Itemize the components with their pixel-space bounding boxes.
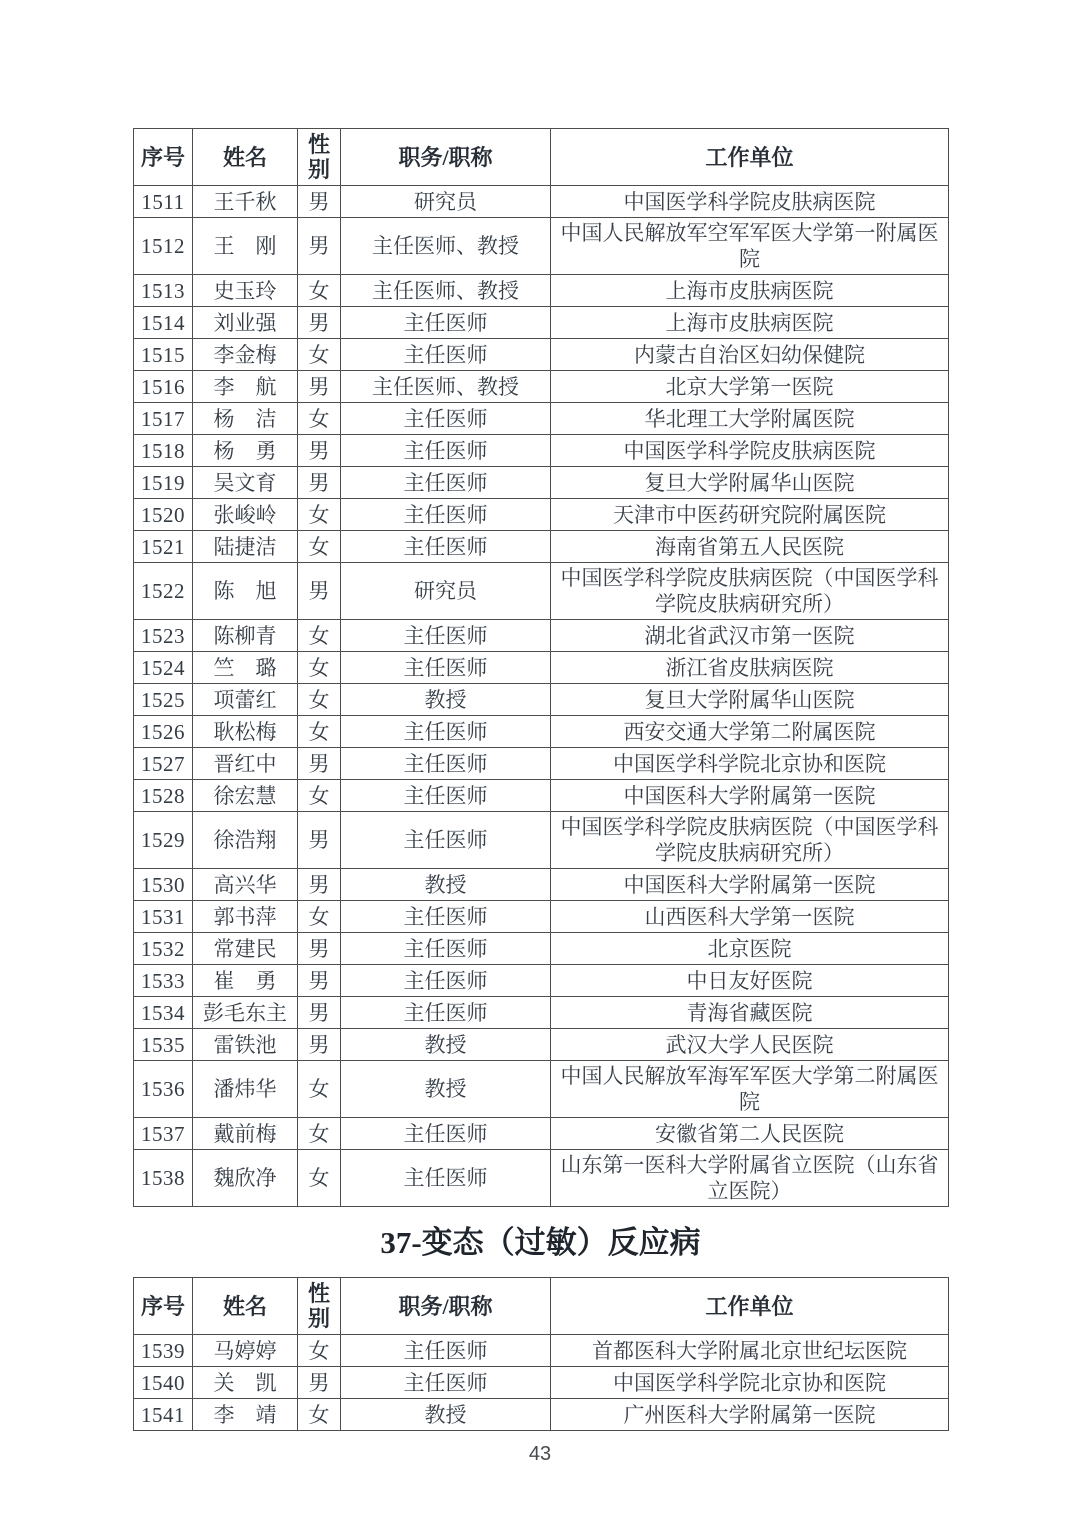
cell-title: 主任医师 [341, 307, 551, 339]
cell-title: 主任医师 [341, 965, 551, 997]
cell-name: 徐宏慧 [193, 780, 298, 812]
cell-name: 竺 璐 [193, 652, 298, 684]
cell-name: 李 航 [193, 371, 298, 403]
cell-title: 研究员 [341, 186, 551, 218]
cell-gender: 男 [298, 933, 341, 965]
cell-org: 复旦大学附属华山医院 [551, 467, 949, 499]
cell-title: 主任医师 [341, 467, 551, 499]
cell-title: 主任医师 [341, 1150, 551, 1207]
cell-no: 1519 [134, 467, 193, 499]
table-row [134, 499, 949, 531]
cell-title: 教授 [341, 869, 551, 901]
cell-title: 主任医师 [341, 933, 551, 965]
roster-table-2 [133, 1277, 949, 1431]
cell-title: 教授 [341, 1061, 551, 1118]
cell-org: 天津市中医药研究院附属医院 [551, 499, 949, 531]
cell-title: 教授 [341, 1029, 551, 1061]
cell-org: 海南省第五人民医院 [551, 531, 949, 563]
cell-gender: 男 [298, 812, 341, 869]
table-row [134, 652, 949, 684]
cell-title: 主任医师 [341, 1335, 551, 1367]
cell-name: 杨 勇 [193, 435, 298, 467]
cell-gender: 女 [298, 1118, 341, 1150]
cell-title: 主任医师、教授 [341, 218, 551, 275]
cell-org: 中国医学科学院北京协和医院 [551, 1367, 949, 1399]
cell-no: 1515 [134, 339, 193, 371]
cell-title: 主任医师 [341, 339, 551, 371]
cell-no: 1511 [134, 186, 193, 218]
cell-org: 中国医学科学院皮肤病医院 [551, 186, 949, 218]
cell-gender: 女 [298, 716, 341, 748]
table-row [134, 684, 949, 716]
cell-title: 主任医师 [341, 1118, 551, 1150]
cell-title: 主任医师 [341, 716, 551, 748]
cell-no: 1525 [134, 684, 193, 716]
col-header-title: 职务/职称 [341, 1278, 551, 1335]
cell-gender: 女 [298, 1335, 341, 1367]
table-row [134, 563, 949, 620]
cell-no: 1529 [134, 812, 193, 869]
table-row [134, 403, 949, 435]
cell-org: 湖北省武汉市第一医院 [551, 620, 949, 652]
table-row [134, 716, 949, 748]
cell-name: 徐浩翔 [193, 812, 298, 869]
table-row [134, 435, 949, 467]
table2-header-row [134, 1278, 949, 1335]
cell-gender: 男 [298, 435, 341, 467]
cell-name: 刘业强 [193, 307, 298, 339]
cell-gender: 女 [298, 1150, 341, 1207]
table-row [134, 218, 949, 275]
cell-gender: 男 [298, 563, 341, 620]
col-header-name: 姓名 [193, 1278, 298, 1335]
cell-no: 1517 [134, 403, 193, 435]
table-row [134, 531, 949, 563]
cell-no: 1527 [134, 748, 193, 780]
table-row [134, 869, 949, 901]
cell-title: 研究员 [341, 563, 551, 620]
cell-name: 戴前梅 [193, 1118, 298, 1150]
cell-name: 常建民 [193, 933, 298, 965]
table-row [134, 371, 949, 403]
cell-gender: 女 [298, 531, 341, 563]
section-title: 37-变态（过敏）反应病 [380, 1225, 701, 1260]
cell-gender: 女 [298, 901, 341, 933]
cell-no: 1539 [134, 1335, 193, 1367]
cell-gender: 女 [298, 1061, 341, 1118]
table-row [134, 620, 949, 652]
cell-title: 主任医师 [341, 748, 551, 780]
cell-title: 主任医师 [341, 1367, 551, 1399]
cell-org: 山西医科大学第一医院 [551, 901, 949, 933]
cell-name: 崔 勇 [193, 965, 298, 997]
cell-name: 陈 旭 [193, 563, 298, 620]
table-row [134, 1061, 949, 1118]
cell-gender: 男 [298, 218, 341, 275]
cell-no: 1541 [134, 1399, 193, 1431]
cell-name: 潘炜华 [193, 1061, 298, 1118]
cell-no: 1518 [134, 435, 193, 467]
col-header-gender: 性别 [298, 129, 341, 186]
table-row [134, 1335, 949, 1367]
cell-name: 高兴华 [193, 869, 298, 901]
cell-no: 1540 [134, 1367, 193, 1399]
table-row [134, 1150, 949, 1207]
cell-title: 主任医师 [341, 620, 551, 652]
table-row [134, 307, 949, 339]
cell-org: 中国医科大学附属第一医院 [551, 869, 949, 901]
cell-title: 主任医师 [341, 403, 551, 435]
table-row [134, 780, 949, 812]
table-row [134, 997, 949, 1029]
cell-title: 主任医师 [341, 780, 551, 812]
cell-no: 1538 [134, 1150, 193, 1207]
cell-gender: 女 [298, 403, 341, 435]
cell-gender: 男 [298, 371, 341, 403]
cell-gender: 女 [298, 652, 341, 684]
table-row [134, 1118, 949, 1150]
table-row [134, 933, 949, 965]
cell-name: 彭毛东主 [193, 997, 298, 1029]
cell-org: 上海市皮肤病医院 [551, 275, 949, 307]
cell-gender: 女 [298, 499, 341, 531]
cell-no: 1522 [134, 563, 193, 620]
cell-no: 1535 [134, 1029, 193, 1061]
cell-name: 项蕾红 [193, 684, 298, 716]
cell-no: 1513 [134, 275, 193, 307]
cell-name: 王千秋 [193, 186, 298, 218]
cell-title: 主任医师 [341, 812, 551, 869]
cell-name: 马婷婷 [193, 1335, 298, 1367]
cell-org: 中国医学科学院皮肤病医院（中国医学科学院皮肤病研究所） [551, 563, 949, 620]
cell-title: 主任医师、教授 [341, 371, 551, 403]
cell-gender: 女 [298, 275, 341, 307]
table-row [134, 965, 949, 997]
cell-title: 主任医师 [341, 997, 551, 1029]
cell-org: 北京大学第一医院 [551, 371, 949, 403]
cell-title: 主任医师 [341, 901, 551, 933]
cell-org: 中国人民解放军海军军医大学第二附属医院 [551, 1061, 949, 1118]
cell-no: 1520 [134, 499, 193, 531]
col-header-org: 工作单位 [551, 129, 949, 186]
cell-name: 王 刚 [193, 218, 298, 275]
cell-org: 中国医学科学院皮肤病医院（中国医学科学院皮肤病研究所） [551, 812, 949, 869]
table-row [134, 186, 949, 218]
table-row [134, 748, 949, 780]
cell-no: 1536 [134, 1061, 193, 1118]
cell-name: 李 靖 [193, 1399, 298, 1431]
cell-org: 安徽省第二人民医院 [551, 1118, 949, 1150]
cell-name: 史玉玲 [193, 275, 298, 307]
cell-no: 1521 [134, 531, 193, 563]
cell-title: 主任医师 [341, 652, 551, 684]
cell-gender: 男 [298, 1029, 341, 1061]
cell-title: 主任医师 [341, 435, 551, 467]
cell-no: 1524 [134, 652, 193, 684]
cell-name: 吴文育 [193, 467, 298, 499]
cell-gender: 男 [298, 1367, 341, 1399]
cell-title: 教授 [341, 1399, 551, 1431]
cell-gender: 男 [298, 186, 341, 218]
cell-org: 中国医学科学院北京协和医院 [551, 748, 949, 780]
cell-org: 浙江省皮肤病医院 [551, 652, 949, 684]
cell-org: 华北理工大学附属医院 [551, 403, 949, 435]
cell-gender: 男 [298, 748, 341, 780]
table1-header-row [134, 129, 949, 186]
cell-no: 1537 [134, 1118, 193, 1150]
document-content [133, 128, 948, 1431]
page-number: 43 [528, 1443, 552, 1465]
cell-name: 陈柳青 [193, 620, 298, 652]
cell-no: 1526 [134, 716, 193, 748]
cell-no: 1516 [134, 371, 193, 403]
roster-table-1 [133, 128, 949, 1207]
cell-no: 1514 [134, 307, 193, 339]
cell-org: 上海市皮肤病医院 [551, 307, 949, 339]
table-row [134, 901, 949, 933]
cell-org: 广州医科大学附属第一医院 [551, 1399, 949, 1431]
cell-org: 复旦大学附属华山医院 [551, 684, 949, 716]
cell-name: 关 凯 [193, 1367, 298, 1399]
cell-name: 魏欣净 [193, 1150, 298, 1207]
cell-no: 1534 [134, 997, 193, 1029]
cell-gender: 女 [298, 780, 341, 812]
cell-gender: 女 [298, 339, 341, 371]
cell-name: 李金梅 [193, 339, 298, 371]
table-row [134, 275, 949, 307]
cell-gender: 男 [298, 467, 341, 499]
cell-org: 中国医学科学院皮肤病医院 [551, 435, 949, 467]
cell-name: 雷铁池 [193, 1029, 298, 1061]
cell-gender: 男 [298, 965, 341, 997]
cell-name: 耿松梅 [193, 716, 298, 748]
table-row [134, 812, 949, 869]
cell-gender: 男 [298, 869, 341, 901]
cell-no: 1528 [134, 780, 193, 812]
cell-no: 1533 [134, 965, 193, 997]
cell-title: 主任医师 [341, 499, 551, 531]
cell-title: 教授 [341, 684, 551, 716]
cell-org: 北京医院 [551, 933, 949, 965]
cell-org: 中国人民解放军空军军医大学第一附属医院 [551, 218, 949, 275]
cell-org: 中国医科大学附属第一医院 [551, 780, 949, 812]
table-row [134, 1029, 949, 1061]
cell-no: 1523 [134, 620, 193, 652]
cell-org: 内蒙古自治区妇幼保健院 [551, 339, 949, 371]
col-header-no: 序号 [134, 129, 193, 186]
cell-name: 晋红中 [193, 748, 298, 780]
cell-org: 青海省藏医院 [551, 997, 949, 1029]
cell-gender: 男 [298, 997, 341, 1029]
col-header-name: 姓名 [193, 129, 298, 186]
cell-org: 中日友好医院 [551, 965, 949, 997]
table-row [134, 1367, 949, 1399]
table-row [134, 467, 949, 499]
cell-title: 主任医师、教授 [341, 275, 551, 307]
col-header-no: 序号 [134, 1278, 193, 1335]
col-header-org: 工作单位 [551, 1278, 949, 1335]
cell-no: 1531 [134, 901, 193, 933]
cell-gender: 男 [298, 307, 341, 339]
cell-name: 张峻岭 [193, 499, 298, 531]
cell-org: 西安交通大学第二附属医院 [551, 716, 949, 748]
table-row [134, 1399, 949, 1431]
cell-name: 陆捷洁 [193, 531, 298, 563]
cell-name: 郭书萍 [193, 901, 298, 933]
cell-org: 武汉大学人民医院 [551, 1029, 949, 1061]
cell-org: 首都医科大学附属北京世纪坛医院 [551, 1335, 949, 1367]
cell-name: 杨 洁 [193, 403, 298, 435]
col-header-gender: 性别 [298, 1278, 341, 1335]
cell-no: 1532 [134, 933, 193, 965]
cell-org: 山东第一医科大学附属省立医院（山东省立医院） [551, 1150, 949, 1207]
cell-gender: 女 [298, 684, 341, 716]
cell-gender: 女 [298, 1399, 341, 1431]
cell-no: 1530 [134, 869, 193, 901]
cell-no: 1512 [134, 218, 193, 275]
table-row [134, 339, 949, 371]
col-header-title: 职务/职称 [341, 129, 551, 186]
cell-gender: 女 [298, 620, 341, 652]
cell-title: 主任医师 [341, 531, 551, 563]
